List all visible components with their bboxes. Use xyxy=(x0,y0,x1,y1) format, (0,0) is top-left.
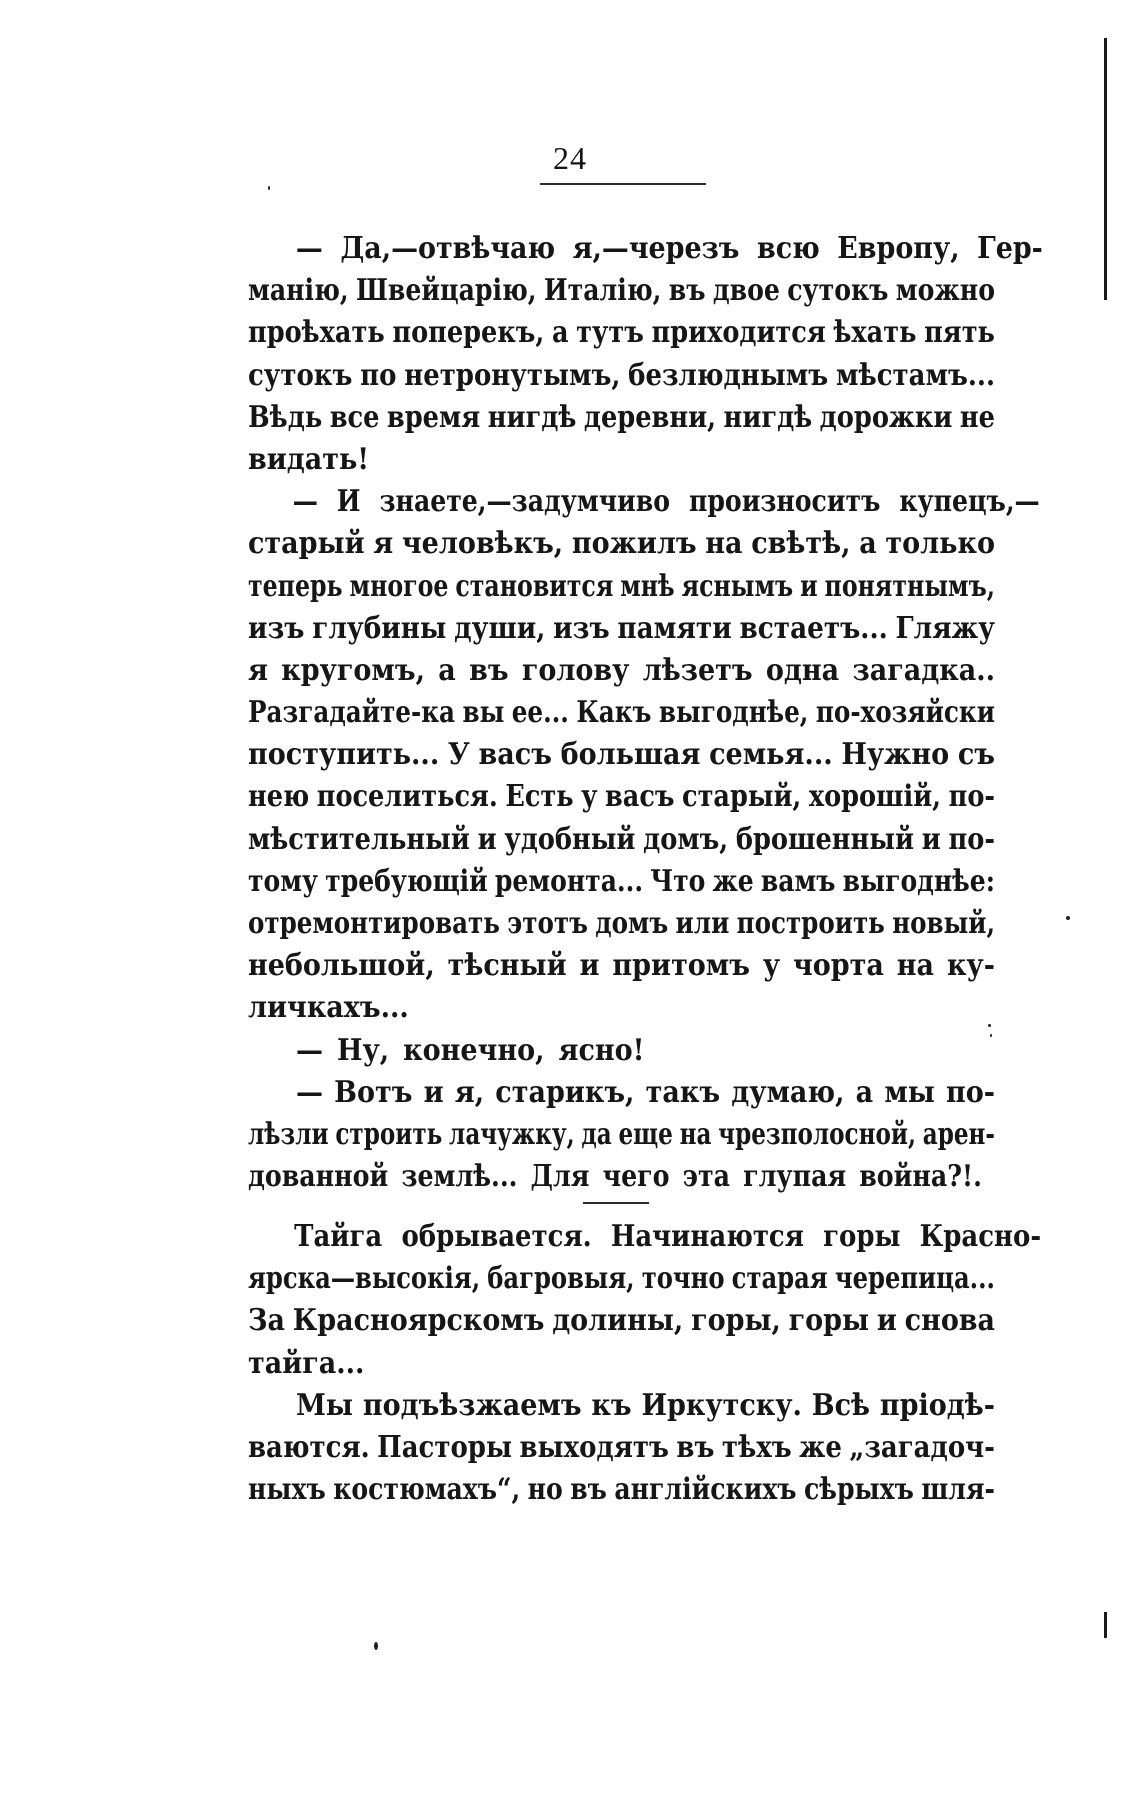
text-line: нею поселиться. Есть у васъ старый, хорошій, по- xyxy=(248,779,995,815)
text-line: тайга... xyxy=(248,1345,365,1381)
text-line: Тайга обрывается. Начинаются горы Красно- xyxy=(294,1219,1042,1254)
text-line: я кругомъ, а въ голову лѣзетъ одна загадка.. xyxy=(248,652,995,688)
text-line: — И знаете,—задумчиво произноситъ купецъ,— xyxy=(292,484,1040,520)
text-line: Вѣдь все время нигдѣ деревни, нигдѣ дорожки не xyxy=(248,399,995,435)
text-line: личкахъ... xyxy=(248,990,409,1026)
text-line: — Ну, конечно, ясно! xyxy=(296,1032,645,1068)
scan-speck xyxy=(988,1024,991,1027)
scan-speck xyxy=(268,186,270,190)
scan-edge-mark xyxy=(1104,1612,1107,1638)
scan-speck xyxy=(374,1642,378,1650)
text-block-dialogue xyxy=(248,228,1043,1198)
scan-edge-line xyxy=(1104,38,1107,300)
text-line: — Да,—отвѣчаю я,—черезъ всю Европу, Гер- xyxy=(295,231,1043,266)
scan-speck xyxy=(990,1034,992,1037)
text-line: мѣстительный и удобный домъ, брошенный и по- xyxy=(248,821,995,857)
text-line: ярска—высокія, багровыя, точно старая черепица... xyxy=(248,1261,995,1297)
text-line: ваются. Пасторы выходятъ въ тѣхъ же „загадоч- xyxy=(248,1429,995,1465)
text-line: — Вотъ и я, старикъ, такъ думаю, а мы по- xyxy=(296,1074,995,1110)
text-line: Мы подъѣзжаемъ къ Иркутску. Всѣ пріодѣ- xyxy=(296,1387,995,1423)
text-line: тому требующій ремонта... Что же вамъ выгоднѣе: xyxy=(248,863,995,899)
text-line: отремонтировать этотъ домъ или построить новый, xyxy=(248,906,995,941)
text-line: изъ глубины души, изъ памяти встаетъ... Гляжу xyxy=(248,610,995,646)
text-block-narrative xyxy=(248,1216,1042,1511)
text-line: Разгадайте-ка вы ее... Какъ выгоднѣе, по-хозяйски xyxy=(248,695,995,731)
text-line: сутокъ по нетронутымъ, безлюднымъ мѣстамъ... xyxy=(248,357,995,393)
text-line: лѣзли строить лачужку, да еще на чрезполосной, арен- xyxy=(248,1116,995,1152)
text-line: поступить... У васъ большая семья... Нужно съ xyxy=(248,737,995,773)
text-line: За Красноярскомъ долины, горы, горы и снова xyxy=(248,1303,995,1339)
scan-speck xyxy=(1066,916,1070,920)
text-line: манію, Швейцарію, Италію, въ двое сутокъ можно xyxy=(248,273,995,309)
text-line: ныхъ костюмахъ“, но въ англійскихъ сѣрыхъ шля- xyxy=(248,1472,995,1508)
text-line: видать! xyxy=(248,441,370,477)
page-number: 24 xyxy=(553,140,587,176)
header-rule xyxy=(540,183,706,185)
text-line: дованной землѣ... Для чего эта глупая война?!. xyxy=(248,1159,982,1195)
text-line: небольшой, тѣсный и притомъ у чорта на ку- xyxy=(248,948,995,984)
text-line: старый я человѣкъ, пожилъ на свѣтѣ, а только xyxy=(248,526,995,562)
text-line: теперь многое становится мнѣ яснымъ и понятнымъ, xyxy=(248,568,995,604)
text-line: проѣхать поперекъ, а тутъ приходится ѣхать пять xyxy=(248,315,995,351)
section-divider xyxy=(583,1202,649,1204)
